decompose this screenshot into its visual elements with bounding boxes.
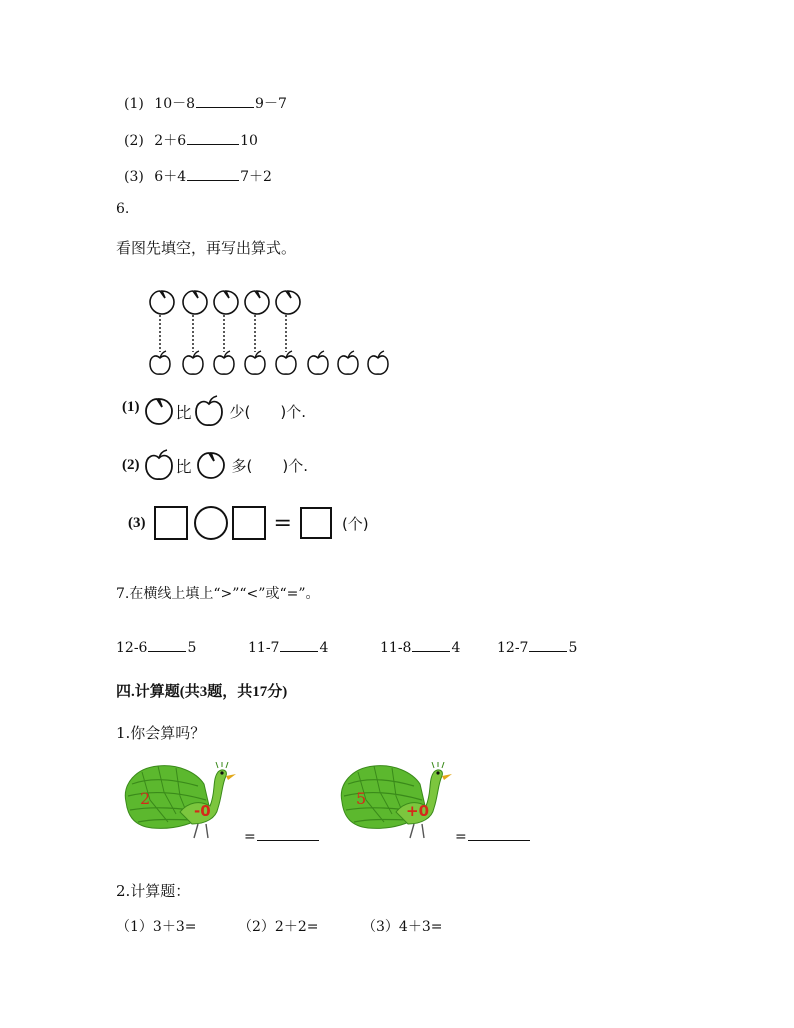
left-expression: 11-8	[380, 640, 412, 656]
q7-item-2	[248, 639, 328, 656]
q6-number: 6.	[116, 201, 130, 217]
right-expression: 7＋2	[240, 169, 272, 185]
q7-title: 7.在横线上填上“>”“<”或“=”。	[116, 586, 320, 602]
peach-icon	[276, 291, 300, 314]
q6-line-1	[122, 394, 306, 428]
peach-row	[150, 291, 300, 314]
right-number: 5	[187, 640, 197, 656]
bi-label: 比	[175, 456, 192, 476]
dotted-connectors	[160, 315, 286, 352]
compare-item-3	[124, 166, 272, 186]
answer-blank[interactable]	[257, 828, 319, 841]
left-expression: 11-7	[248, 640, 280, 656]
apple-icon	[144, 448, 174, 482]
answer-blank[interactable]	[280, 639, 318, 652]
q1-title: 1.你会算吗？	[116, 724, 206, 742]
left-expression: 10－8	[154, 96, 196, 112]
operator-circle[interactable]	[194, 506, 228, 540]
answer-blank[interactable]	[529, 639, 567, 652]
peacock-answer-2	[455, 828, 531, 845]
left-expression: 12-7	[497, 640, 529, 656]
peacock-body-number: 2	[140, 789, 151, 808]
apple-icon	[338, 351, 358, 374]
peach-icon	[214, 291, 238, 314]
answer-blank[interactable]	[148, 639, 186, 652]
peach-apple-figure	[140, 284, 400, 384]
apple-icon	[308, 351, 328, 374]
answer-box[interactable]	[154, 506, 188, 540]
line-number: (1)	[122, 398, 140, 415]
apple-icon	[214, 351, 234, 374]
q6-line-2	[122, 448, 308, 482]
right-expression: 10	[240, 133, 258, 149]
bi-label: 比	[175, 402, 192, 422]
peacock-illustration-1	[118, 762, 240, 840]
equals-sign: =	[273, 510, 292, 536]
line-number: (3)	[128, 514, 146, 531]
apple-icon	[368, 351, 388, 374]
result-box[interactable]	[300, 507, 332, 539]
answer-blank[interactable]	[468, 828, 530, 841]
peacock-illustration-2	[334, 762, 456, 840]
peach-icon	[183, 291, 207, 314]
q7-item-3	[380, 639, 460, 656]
less-text: 少( )个.	[229, 402, 306, 421]
line-number: (2)	[122, 456, 140, 473]
apple-icon	[245, 351, 265, 374]
q2-item-1: （1）3＋3=	[116, 919, 197, 935]
q7-item-4	[497, 639, 577, 656]
q2-item-3: （3）4＋3=	[362, 919, 443, 935]
right-number: 4	[451, 640, 461, 656]
answer-blank[interactable]	[196, 95, 254, 108]
q2-item-2: （2）2＋2=	[238, 919, 319, 935]
more-text: 多( )个.	[231, 456, 308, 475]
compare-item-2	[124, 130, 258, 150]
q6-line-3	[128, 506, 369, 540]
apple-icon	[150, 351, 170, 374]
apple-icon	[183, 351, 203, 374]
peacock-tail-operation: -0	[194, 802, 211, 820]
peacock-answer-1	[244, 828, 320, 845]
peacock-tail-operation: +0	[406, 802, 430, 820]
q6-instruction: 看图先填空，再写出算式。	[116, 239, 297, 257]
section-title: 四.计算题(共3题，共17分)	[116, 684, 288, 700]
right-expression: 9－7	[255, 96, 287, 112]
apple-icon	[276, 351, 296, 374]
peach-icon	[196, 449, 226, 481]
peach-icon	[150, 291, 174, 314]
right-number: 5	[568, 640, 578, 656]
left-expression: 12-6	[116, 640, 148, 656]
answer-blank[interactable]	[187, 132, 239, 145]
q2-title: 2.计算题：	[116, 882, 191, 900]
left-expression: 2＋6	[154, 133, 187, 149]
item-number: (1)	[124, 96, 144, 112]
answer-blank[interactable]	[412, 639, 450, 652]
unit-label: (个)	[341, 514, 369, 533]
item-number: (2)	[124, 133, 144, 149]
left-expression: 6＋4	[154, 169, 187, 185]
q7-item-1	[116, 639, 196, 656]
equals-sign: =	[455, 829, 467, 845]
right-number: 4	[319, 640, 329, 656]
compare-item-1	[124, 93, 287, 113]
answer-box[interactable]	[232, 506, 266, 540]
item-number: (3)	[124, 169, 144, 185]
peach-icon	[144, 395, 174, 427]
apple-row	[150, 351, 388, 374]
apple-icon	[194, 394, 224, 428]
equals-sign: =	[244, 829, 256, 845]
answer-blank[interactable]	[187, 168, 239, 181]
peach-icon	[245, 291, 269, 314]
peacock-body-number: 5	[356, 789, 367, 808]
